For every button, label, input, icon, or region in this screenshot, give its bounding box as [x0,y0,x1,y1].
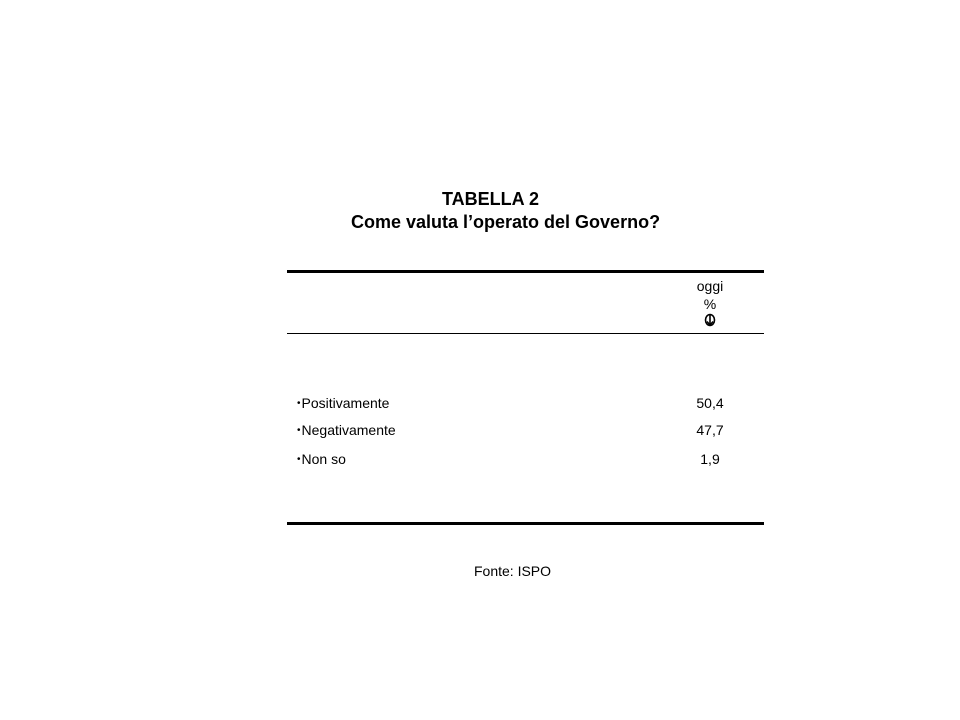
bullet-icon: • [297,454,301,465]
table-row-label [297,395,389,411]
column-header-unit: % [703,296,717,312]
table-header-rule [287,333,764,334]
row-label-text: Positivamente [301,395,390,411]
table-row-value: 1,9 [700,451,720,467]
table-title: TABELLA 2 [442,189,539,209]
table-bottom-rule [287,522,764,525]
arrow-down-circle-icon [704,313,716,327]
table-question: Come valuta l’operato del Governo? [351,212,661,232]
bullet-icon: • [297,425,301,436]
table-row-label [297,422,396,438]
source-note: Fonte: ISPO [474,563,552,579]
row-label-text: Negativamente [301,422,396,438]
row-label-text: Non so [301,451,346,467]
column-header-label: oggi [696,278,724,294]
table-top-rule [287,270,764,273]
table-row-label [297,451,346,467]
column-header-icon-wrap [680,313,740,330]
table-row-value: 50,4 [696,395,724,411]
table-row-value: 47,7 [696,422,724,438]
bullet-icon: • [297,398,301,409]
